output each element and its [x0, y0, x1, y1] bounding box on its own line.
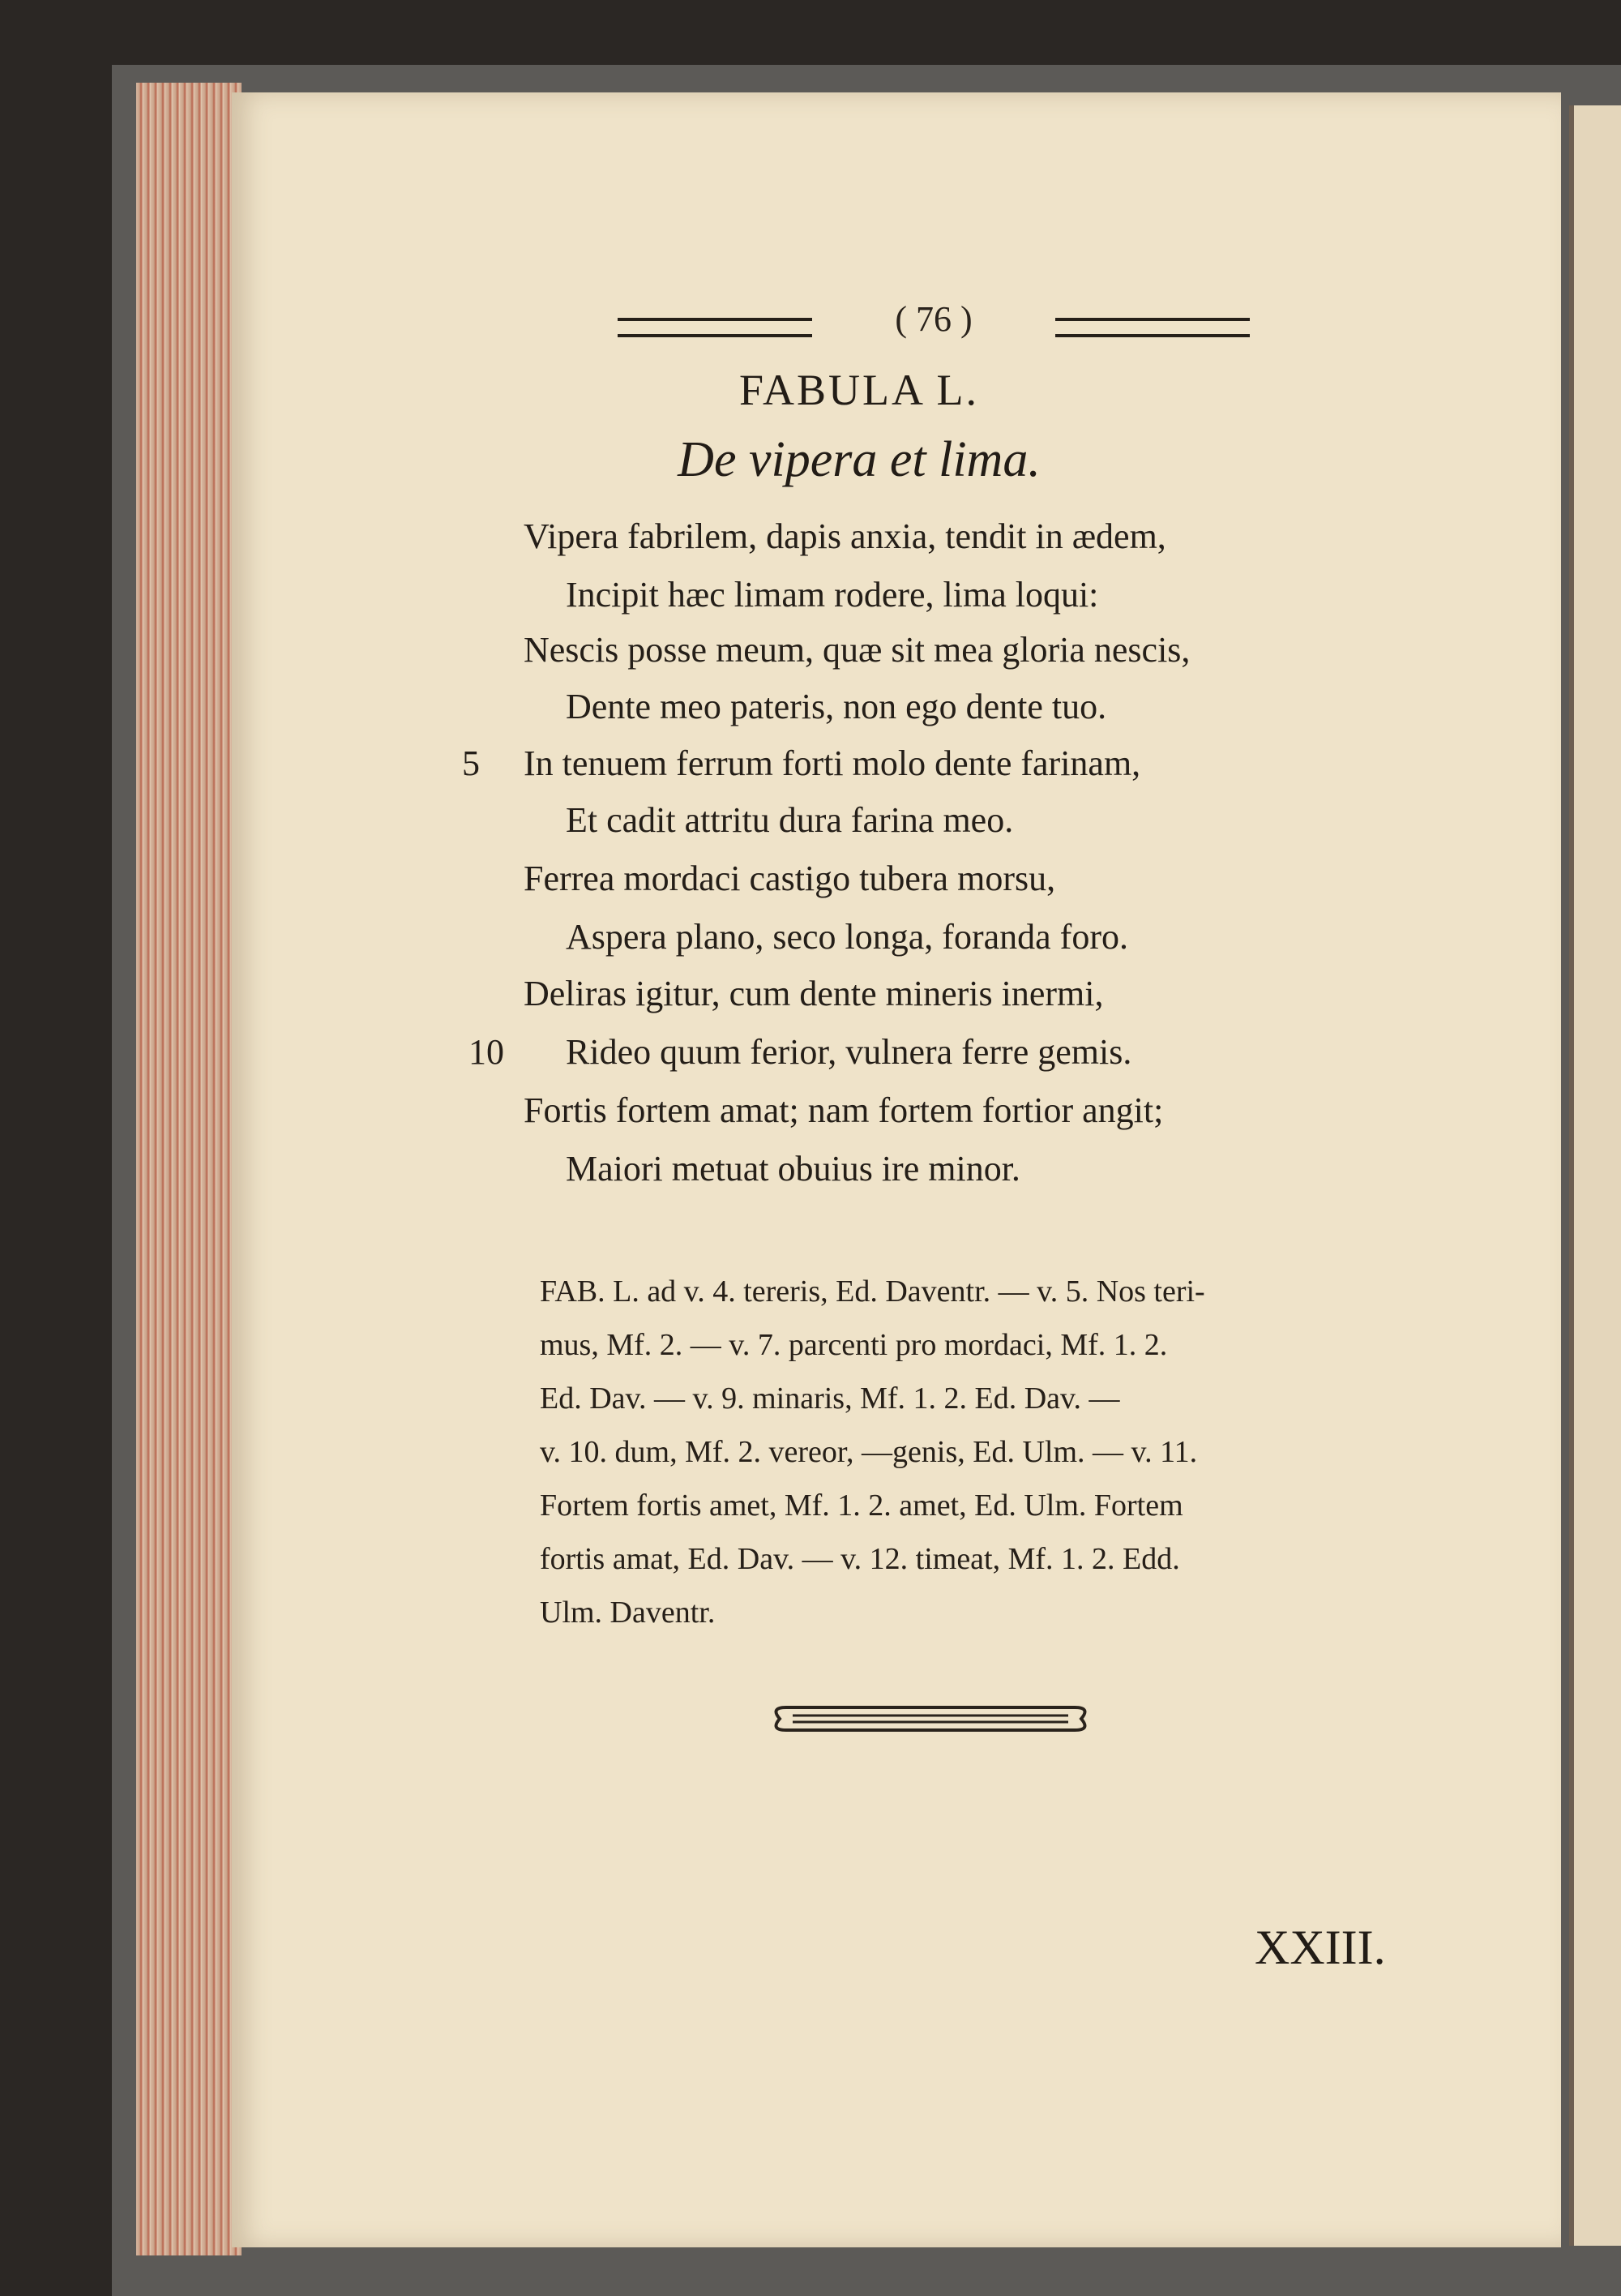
facing-page-edge: [1569, 105, 1621, 2246]
verse-line-11: Fortis fortem amat; nam fortem fortior angit;: [524, 1090, 1164, 1130]
note-line-1: FAB. L. ad v. 4. tereris, Ed. Daventr. — v. 5. Nos teri-: [540, 1274, 1205, 1309]
note-line-4: v. 10. dum, Mf. 2. vereor, —genis, Ed. Ulm. — v. 11.: [540, 1435, 1198, 1469]
note-line-6: fortis amat, Ed. Dav. — v. 12. timeat, Mf. 1. 2. Edd.: [540, 1542, 1180, 1576]
page-edges: [136, 83, 242, 2255]
verse-line-3: Nescis posse meum, quæ sit mea gloria nescis,: [524, 630, 1191, 670]
note-line-7: Ulm. Daventr.: [540, 1596, 716, 1630]
verse-line-1: Vipera fabrilem, dapis anxia, tendit in ædem,: [524, 516, 1166, 556]
note-line-3: Ed. Dav. — v. 9. minaris, Mf. 1. 2. Ed. Dav. —: [540, 1381, 1120, 1416]
line-number-10: 10: [468, 1032, 504, 1072]
fable-subtitle: De vipera et lima.: [678, 432, 1041, 487]
verse-line-9: Deliras igitur, cum dente mineris inermi,: [524, 974, 1104, 1013]
verse-line-2: Incipit hæc limam rodere, lima loqui:: [566, 575, 1099, 615]
line-number-5: 5: [462, 743, 480, 783]
verse-line-6: Et cadit attritu dura farina meo.: [566, 800, 1014, 840]
ornament-divider: [768, 1701, 1093, 1737]
head-rule-left: [618, 318, 812, 337]
head-rule-right: [1055, 318, 1250, 337]
verse-line-4: Dente meo pateris, non ego dente tuo.: [566, 687, 1107, 726]
verse-line-5: In tenuem ferrum forti molo dente farinam,: [524, 743, 1141, 783]
fable-title: FABULA L.: [738, 366, 980, 414]
verse-line-7: Ferrea mordaci castigo tubera morsu,: [524, 859, 1056, 898]
page-number: ( 76 ): [895, 299, 973, 339]
note-line-5: Fortem fortis amet, Mf. 1. 2. amet, Ed. Ulm. Fortem: [540, 1489, 1183, 1523]
catchword: XXIII.: [1255, 1921, 1386, 1974]
verse-line-12: Maiori metuat obuius ire minor.: [566, 1149, 1020, 1189]
note-line-2: mus, Mf. 2. — v. 7. parcenti pro mordaci, Mf. 1. 2.: [540, 1328, 1168, 1362]
critical-notes: [540, 1265, 1415, 1639]
verse-line-10: Rideo quum ferior, vulnera ferre gemis.: [566, 1032, 1132, 1072]
verse-line-8: Aspera plano, seco longa, foranda foro.: [566, 917, 1128, 957]
running-head: [618, 298, 1250, 347]
